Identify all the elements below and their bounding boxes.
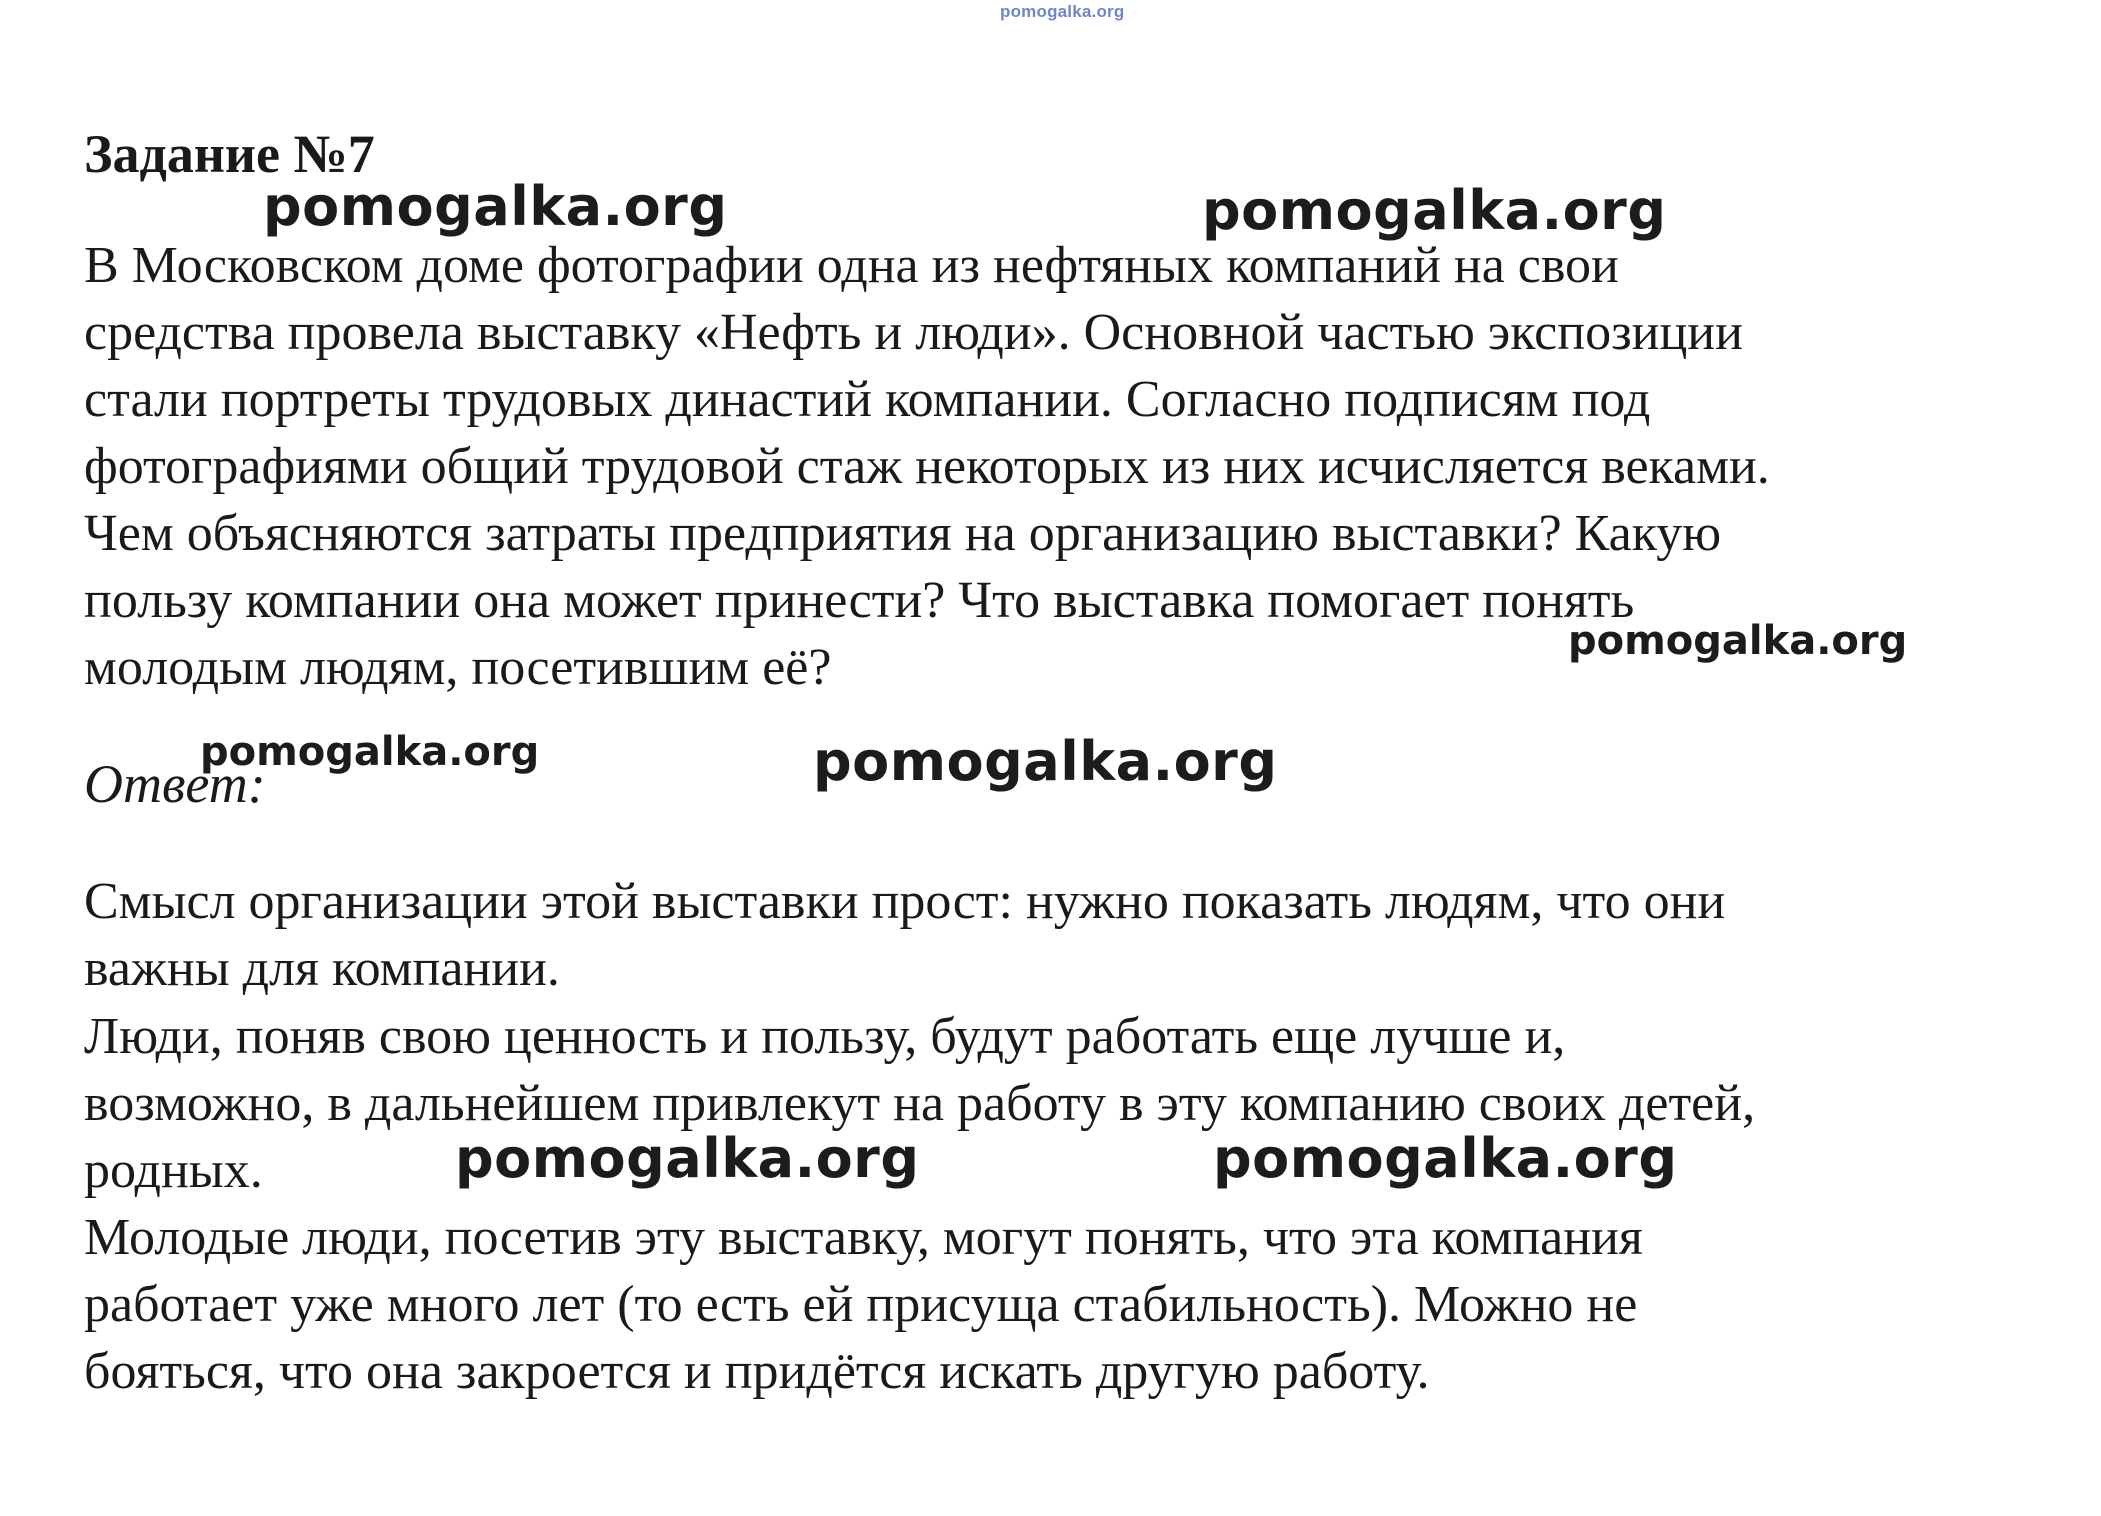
question-line: стали портреты трудовых династий компании. Согласно подписям под xyxy=(84,371,1651,428)
watermark: pomogalka.org xyxy=(813,730,1278,793)
answer-line: важны для компании. xyxy=(84,940,560,997)
answer-label: Ответ: xyxy=(84,754,266,814)
answer-line: возможно, в дальнейшем привлекут на работу в эту компанию своих детей, xyxy=(84,1075,1756,1132)
answer-line: Молодые люди, посетив эту выставку, могут понять, что эта компания xyxy=(84,1209,1643,1266)
site-mark: pomogalka.org xyxy=(1000,2,1125,21)
question-line: В Московском доме фотографии одна из нефтяных компаний на свои xyxy=(84,237,1619,294)
answer-line: Смысл организации этой выставки прост: нужно показать людям, что они xyxy=(84,873,1726,930)
watermark: pomogalka.org xyxy=(1202,179,1667,242)
watermark: pomogalka.org xyxy=(263,175,728,238)
answer-line: родных. xyxy=(84,1142,263,1199)
answer-line: работает уже много лет (то есть ей присуща стабильность). Можно не xyxy=(84,1276,1638,1333)
question-line: молодым людям, посетившим её? xyxy=(84,639,832,696)
answer-paragraph xyxy=(84,868,1725,1002)
question-line: средства провела выставку «Нефть и люди». Основной частью экспозиции xyxy=(84,304,1743,361)
question-line: Чем объясняются затраты предприятия на организацию выставки? Какую xyxy=(84,505,1722,562)
question-line: пользу компании она может принести? Что выставка помогает понять xyxy=(84,572,1635,629)
watermark: pomogalka.org xyxy=(1568,618,1908,664)
watermark: pomogalka.org xyxy=(1213,1127,1678,1190)
answer-line: бояться, что она закроется и придётся искать другую работу. xyxy=(84,1343,1430,1400)
watermark: pomogalka.org xyxy=(455,1127,920,1190)
task-title: Задание №7 xyxy=(84,124,375,184)
question-line: фотографиями общий трудовой стаж некоторых из них исчисляется веками. xyxy=(84,438,1770,495)
question-text xyxy=(84,232,1770,701)
answer-line: Люди, поняв свою ценность и пользу, будут работать еще лучше и, xyxy=(84,1008,1566,1065)
watermark: pomogalka.org xyxy=(200,729,540,775)
answer-paragraph xyxy=(84,1204,1643,1405)
